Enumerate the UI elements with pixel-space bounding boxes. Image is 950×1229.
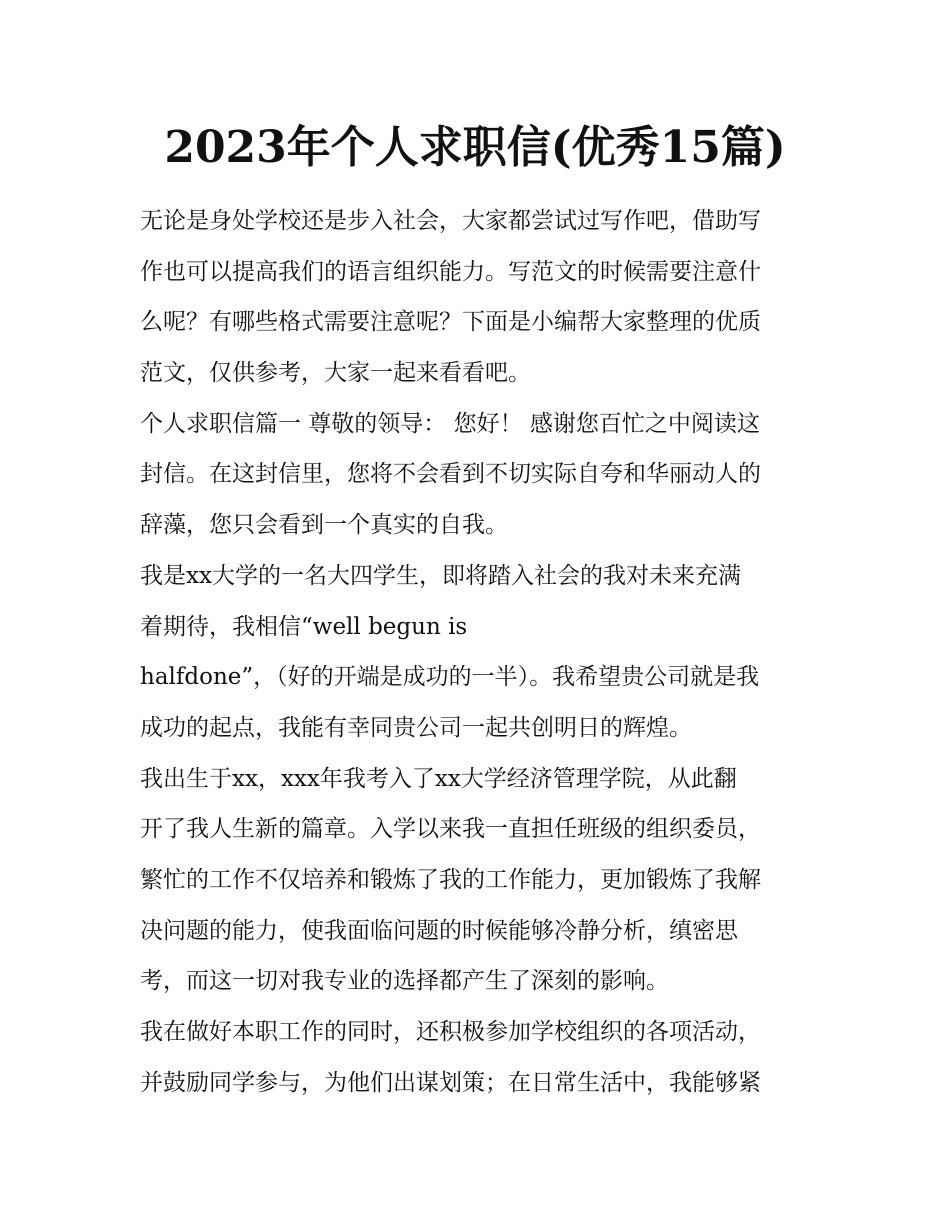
body-line: 范文，仅供参考，大家一起来看看吧。 xyxy=(140,360,531,387)
body-line: 无论是身处学校还是步入社会，大家都尝试过写作吧，借助写 xyxy=(140,208,761,234)
body-line: 我是xx大学的一名大四学生，即将踏入社会的我对未来充满 xyxy=(140,562,741,589)
body-line: 繁忙的工作不仅培养和锻炼了我的工作能力，更加锻炼了我解 xyxy=(140,866,761,893)
body-line: 封信。在这封信里，您将不会看到不切实际自夸和华丽动人的 xyxy=(140,461,761,488)
body-line: 决问题的能力，使我面临问题的时候能够冷静分析，缜密思 xyxy=(140,917,738,944)
body-line: 开了我人生新的篇章。入学以来我一直担任班级的组织委员， xyxy=(140,816,761,843)
body-line: 考，而这一切对我专业的选择都产生了深刻的影响。 xyxy=(140,968,669,995)
body-line: 我在做好本职工作的同时，还积极参加学校组织的各项活动， xyxy=(140,1019,761,1045)
body-line: 成功的起点，我能有幸同贵公司一起共创明日的辉煌。 xyxy=(140,714,692,741)
body-line: 并鼓励同学参与，为他们出谋划策；在日常生活中，我能够紧 xyxy=(140,1069,761,1096)
document-body xyxy=(140,196,820,1108)
body-line: 作也可以提高我们的语言组织能力。写范文的时候需要注意什 xyxy=(140,258,761,285)
body-line: 个人求职信篇一 尊敬的领导： 您好！ 感谢您百忙之中阅读这 xyxy=(140,410,760,437)
body-line: halfdone”，（好的开端是成功的一半）。我希望贵公司就是我 xyxy=(140,664,760,691)
body-line: 我出生于xx，xxx年我考入了xx大学经济管理学院，从此翻 xyxy=(140,765,737,792)
body-line: 么呢？有哪些格式需要注意呢？下面是小编帮大家整理的优质 xyxy=(140,309,761,336)
body-line: 辞藻，您只会看到一个真实的自我。 xyxy=(140,512,508,539)
body-line: 着期待，我相信“well begun is xyxy=(140,613,468,640)
document-title: 2023年个人求职信(优秀15篇) xyxy=(164,122,786,173)
